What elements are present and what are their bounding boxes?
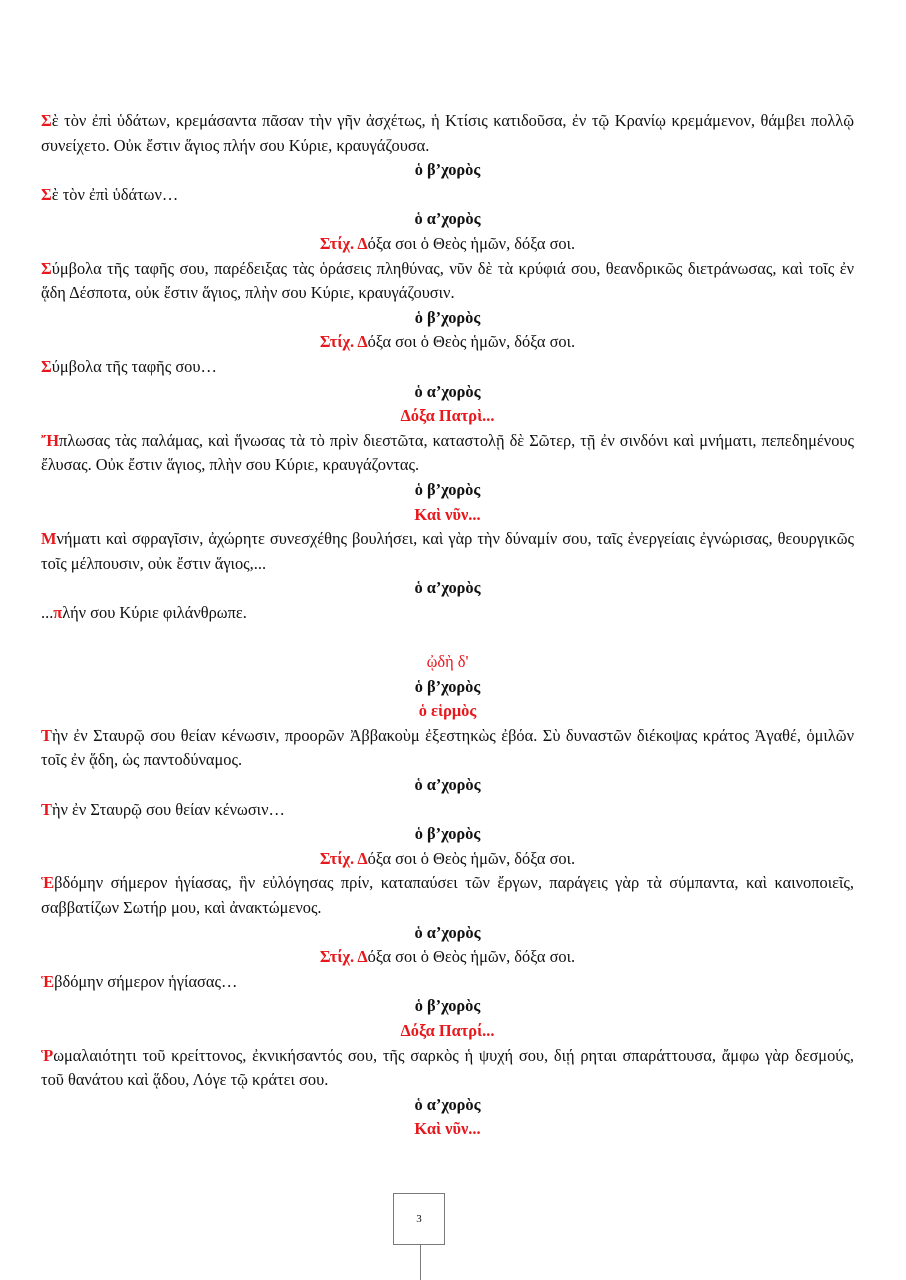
- hymn-paragraph: [41, 724, 854, 773]
- hymn-text: ὲ τὸν ἐπὶ ὑδάτων, κρεμάσαντα πᾶσαν τὴν γῆν ἀσχέτως, ἡ Κτίσις κατιδοῦσα, ἐν τῷ Κρανίῳ κρεμάμενον, θάμβει πολλῷ συνείχετο. Οὐκ ἔστιν ἅγιος πλήν σου Κύριε, κραυγάζουσα.: [41, 111, 854, 155]
- stichos-text: όξα σοι ὁ Θεὸς ἡμῶν, δόξα σοι.: [367, 848, 576, 868]
- page-number: 3: [416, 1213, 422, 1225]
- document-body: [41, 109, 854, 1142]
- stichos-label: Στίχ.: [319, 947, 358, 967]
- stichos-verse: [41, 330, 854, 355]
- choir-heading: ὁ β’χορὸς: [414, 479, 481, 499]
- hymn-text: ὴν ἐν Σταυρῷ σου θείαν κένωσιν, προορῶν Ἀββακοὺμ ἐξεστηκὼς ἐβόα. Σὺ δυναστῶν διέκοψας κράτος Ἀγαθέ, ὁμιλῶν τοῖς ἐν ᾅδη, ὡς παντοδύναμος.: [41, 725, 854, 770]
- initial-capital: π: [53, 602, 63, 622]
- initial-capital: Τ: [41, 725, 52, 745]
- stichos-text: όξα σοι ὁ Θεὸς ἡμῶν, δόξα σοι.: [367, 947, 576, 967]
- choir-heading: ὁ β’χορὸς: [414, 824, 481, 844]
- initial-capital: Δ: [357, 947, 368, 967]
- leading-ellipsis: ...: [41, 602, 54, 622]
- hymn-paragraph: [41, 871, 854, 920]
- rubric-heading: ὁ εἱρμὸς: [418, 701, 477, 721]
- rubric-heading: Καὶ νῦν...: [414, 504, 481, 524]
- hymn-text: λήν σου Κύριε φιλάνθρωπε.: [62, 602, 247, 622]
- page-number-connector-line: [420, 1245, 421, 1280]
- initial-capital: Δ: [357, 848, 368, 868]
- hymn-paragraph: [41, 183, 854, 208]
- choir-heading: ὁ α’χορὸς: [414, 381, 481, 401]
- choir-heading: ὁ β’χορὸς: [414, 160, 481, 180]
- stichos-verse: [41, 232, 854, 257]
- rubric-heading: Δόξα Πατρί...: [400, 1020, 495, 1040]
- stichos-label: Στίχ.: [319, 848, 358, 868]
- hymn-text: ύμβολα τῆς ταφῆς σου…: [51, 356, 217, 376]
- hymn-text: βδόμην σήμερον ἡγίασας, ἣν εὐλόγησας πρίν, καταπαύσει τῶν ἔργων, παράγεις γὰρ τὰ σύμπαντα, καὶ καινοποιεῖς, σαββατίζων Σωτήρ μου, καὶ ἀνακτώμενος.: [41, 873, 854, 917]
- choir-heading: ὁ β’χορὸς: [414, 676, 481, 696]
- initial-capital: Ἑ: [41, 971, 55, 991]
- initial-capital: Ῥ: [41, 1045, 54, 1065]
- hymn-text: ὴν ἐν Σταυρῷ σου θείαν κένωσιν…: [51, 799, 285, 819]
- choir-heading: ὁ α’χορὸς: [414, 578, 481, 598]
- initial-capital: Ἤ: [41, 430, 60, 450]
- choir-heading: ὁ α’χορὸς: [414, 1094, 481, 1114]
- choir-heading: ὁ α’χορὸς: [414, 922, 481, 942]
- hymn-text: πλωσας τὰς παλάμας, καὶ ἥνωσας τὰ τὸ πρὶν διεστῶτα, καταστολῇ δὲ Σῶτερ, τῇ ἐν σινδόνι καὶ μνήματι, πεπεδημένους ἔλυσας. Οὐκ ἔστιν ἅγιος, πλὴν σου Κύριε, κραυγάζοντας.: [41, 430, 854, 475]
- hymn-text: νήματι καὶ σφραγῖσιν, ἀχώρητε συνεσχέθης βουλήσει, καὶ γὰρ τὴν δύναμίν σου, ταῖς ἐνεργείαις ἐγνώρισας, θεουργικῶς τοῖς μέλπουσιν, οὐκ ἔστιν ἅγιος,...: [41, 529, 854, 573]
- page-number-box: [393, 1193, 445, 1245]
- hymn-paragraph: [41, 527, 854, 576]
- choir-heading: ὁ α’χορὸς: [414, 209, 481, 229]
- rubric-heading: ᾠδὴ δ': [426, 652, 469, 672]
- hymn-paragraph: [41, 355, 854, 380]
- stichos-label: Στίχ.: [319, 233, 358, 253]
- rubric-heading: Καὶ νῦν...: [414, 1119, 481, 1139]
- stichos-label: Στίχ.: [319, 332, 358, 352]
- hymn-paragraph: [41, 601, 854, 626]
- hymn-text: βδόμην σήμερον ἡγίασας…: [54, 971, 238, 991]
- hymn-text: ύμβολα τῆς ταφῆς σου, παρέδειξας τὰς ὁράσεις πληθύνας, νῦν δὲ τὰ κρύφιά σου, θεανδρικῶς διετράνωσας, καὶ τοῖς ἐν ᾅδη Δέσποτα, οὐκ ἔστιν ἅγιος, πλὴν σου Κύριε, κραυγάζουσιν.: [41, 258, 854, 303]
- hymn-paragraph: [41, 1044, 854, 1093]
- rubric-heading: Δόξα Πατρὶ...: [400, 406, 495, 426]
- initial-capital: Σ: [41, 258, 52, 278]
- initial-capital: Σ: [41, 184, 52, 204]
- stichos-text: όξα σοι ὁ Θεὸς ἡμῶν, δόξα σοι.: [367, 233, 576, 253]
- hymn-paragraph: [41, 109, 854, 158]
- initial-capital: Σ: [41, 356, 52, 376]
- stichos-verse: [41, 847, 854, 872]
- initial-capital: Μ: [41, 529, 57, 549]
- stichos-verse: [41, 945, 854, 970]
- hymn-paragraph: [41, 257, 854, 306]
- stichos-text: όξα σοι ὁ Θεὸς ἡμῶν, δόξα σοι.: [367, 332, 576, 352]
- choir-heading: ὁ β’χορὸς: [414, 996, 481, 1016]
- initial-capital: Τ: [41, 799, 52, 819]
- initial-capital: Ἑ: [41, 873, 55, 893]
- initial-capital: Σ: [41, 111, 52, 130]
- initial-capital: Δ: [357, 332, 368, 352]
- hymn-paragraph: [41, 798, 854, 823]
- hymn-text: ωμαλαιότητι τοῦ κρείττονος, ἐκνικήσαντός σου, τῆς σαρκὸς ἡ ψυχή σου, διῄ ρηται σπαράττουσα, ἄμφω γὰρ δεσμούς, τοῦ θανάτου καὶ ᾅδου, Λόγε τῷ κράτει σου.: [41, 1045, 854, 1090]
- hymn-paragraph: [41, 429, 854, 478]
- section-gap: [41, 625, 854, 650]
- hymn-text: ὲ τὸν ἐπὶ ὑδάτων…: [51, 184, 179, 204]
- hymn-paragraph: [41, 970, 854, 995]
- initial-capital: Δ: [357, 233, 368, 253]
- choir-heading: ὁ β’χορὸς: [414, 307, 481, 327]
- choir-heading: ὁ α’χορὸς: [414, 775, 481, 795]
